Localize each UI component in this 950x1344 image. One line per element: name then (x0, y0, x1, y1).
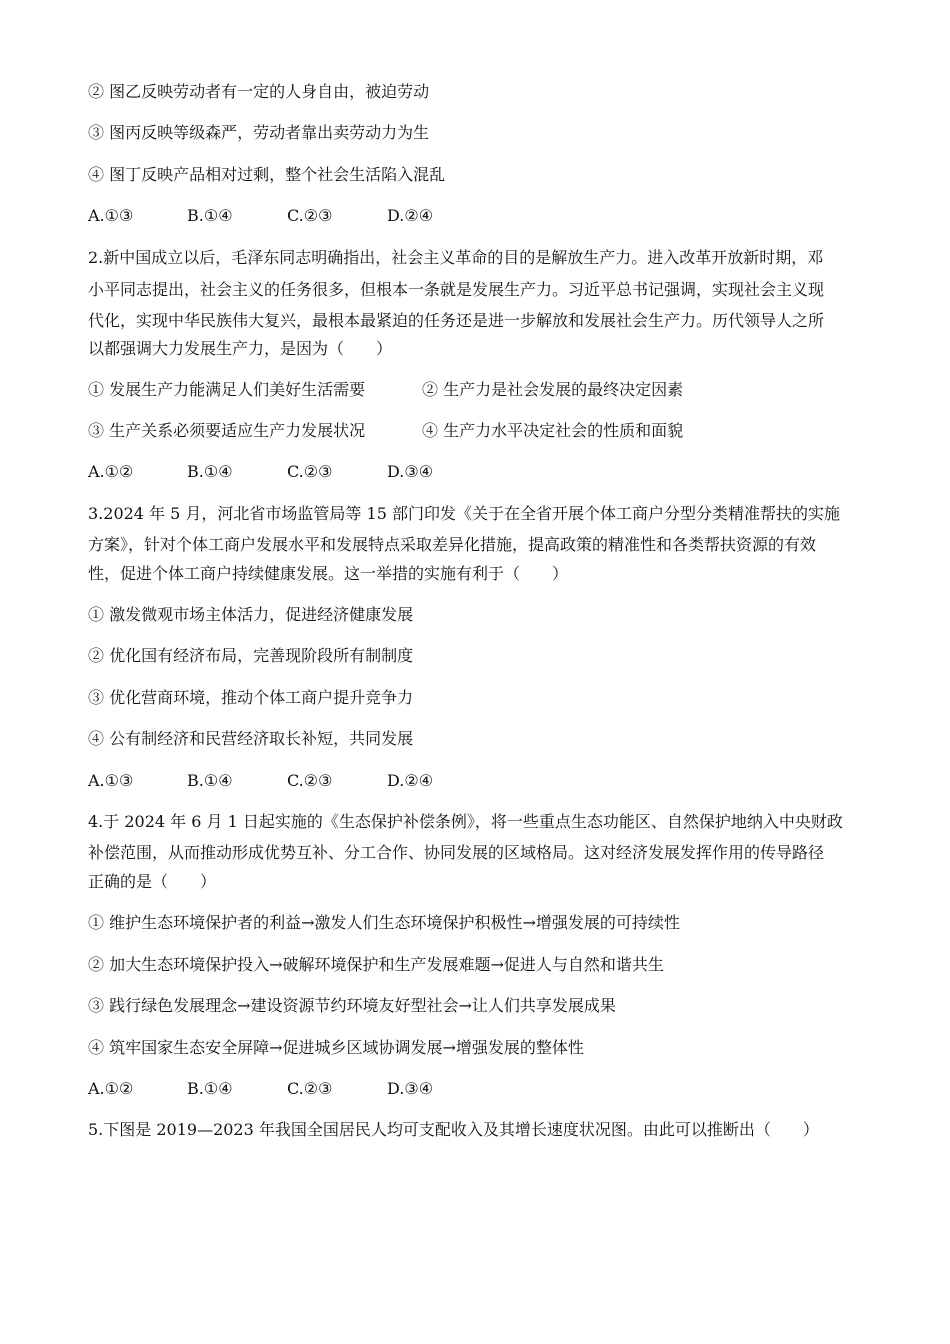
q4-item-4: ④ 筑牢国家生态安全屏障→促进城乡区域协调发展→增强发展的整体性 (88, 1038, 584, 1057)
q3-stem-line-2: 方案》，针对个体工商户发展水平和发展特点采取差异化措施，提高政策的精准性和各类帮扶资源的有效 (88, 535, 817, 554)
q2-item-2: ② 生产力是社会发展的最终决定因素 (422, 380, 684, 399)
q2-stem-line-2: 小平同志提出，社会主义的任务很多，但根本一条就是发展生产力。习近平总书记强调，实现社会主义现 (88, 280, 825, 299)
q4-option-a: A.①② (88, 1079, 134, 1098)
q4-option-d: D.③④ (387, 1079, 434, 1098)
q2-stem-line-4: 以都强调大力发展生产力，是因为（ ） (88, 339, 393, 358)
q3-item-4: ④ 公有制经济和民营经济取长补短，共同发展 (88, 729, 414, 748)
q2-item-3: ③ 生产关系必须要适应生产力发展状况 (88, 421, 366, 440)
q2-stem-line-3: 代化，实现中华民族伟大复兴，最根本最紧迫的任务还是进一步解放和发展社会生产力。历代领导人之所 (88, 311, 825, 330)
q2-item-4: ④ 生产力水平决定社会的性质和面貌 (422, 421, 684, 440)
q3-stem-line-3: 性，促进个体工商户持续健康发展。这一举措的实施有利于（ ） (88, 564, 569, 583)
q2-option-c: C.②③ (287, 462, 333, 481)
q1-option-d: D.②④ (387, 206, 434, 225)
q4-item-1: ① 维护生态环境保护者的利益→激发人们生态环境保护积极性→增强发展的可持续性 (88, 913, 680, 932)
q3-option-a: A.①③ (88, 771, 134, 790)
q1-item-4: ④ 图丁反映产品相对过剩，整个社会生活陷入混乱 (88, 165, 446, 184)
q3-option-d: D.②④ (387, 771, 434, 790)
q4-stem-line-1: 4.于 2024 年 6 月 1 日起实施的《生态保护补偿条例》，将一些重点生态功能区、自然保护地纳入中央财政 (88, 812, 843, 831)
q2-option-a: A.①② (88, 462, 134, 481)
q3-item-2: ② 优化国有经济布局，完善现阶段所有制制度 (88, 646, 414, 665)
q4-option-c: C.②③ (287, 1079, 333, 1098)
q2-option-d: D.③④ (387, 462, 434, 481)
q3-stem-line-1: 3.2024 年 5 月，河北省市场监管局等 15 部门印发《关于在全省开展个体工商户分型分类精准帮扶的实施 (88, 504, 840, 523)
q5-stem-line-1: 5.下图是 2019—2023 年我国全国居民人均可支配收入及其增长速度状况图。由此可以推断出（ ） (88, 1120, 819, 1139)
q3-item-1: ① 激发微观市场主体活力，促进经济健康发展 (88, 605, 414, 624)
q4-item-2: ② 加大生态环境保护投入→破解环境保护和生产发展难题→促进人与自然和谐共生 (88, 955, 664, 974)
q4-stem-line-2: 补偿范围，从而推动形成优势互补、分工合作、协同发展的区域格局。这对经济发展发挥作用的传导路径 (88, 843, 825, 862)
q3-option-c: C.②③ (287, 771, 333, 790)
q4-option-b: B.①④ (187, 1079, 233, 1098)
q4-item-3: ③ 践行绿色发展理念→建设资源节约环境友好型社会→让人们共享发展成果 (88, 996, 616, 1015)
q3-option-b: B.①④ (187, 771, 233, 790)
q1-item-2: ② 图乙反映劳动者有一定的人身自由，被迫劳动 (88, 82, 430, 101)
q4-stem-line-3: 正确的是（ ） (88, 872, 217, 891)
q3-item-3: ③ 优化营商环境，推动个体工商户提升竞争力 (88, 688, 414, 707)
q2-option-b: B.①④ (187, 462, 233, 481)
q1-option-a: A.①③ (88, 206, 134, 225)
q1-option-b: B.①④ (187, 206, 233, 225)
q2-item-1: ① 发展生产力能满足人们美好生活需要 (88, 380, 366, 399)
q2-stem-line-1: 2.新中国成立以后，毛泽东同志明确指出，社会主义革命的目的是解放生产力。进入改革开放新时期，邓 (88, 248, 824, 267)
q1-option-c: C.②③ (287, 206, 333, 225)
q1-item-3: ③ 图丙反映等级森严，劳动者靠出卖劳动力为生 (88, 123, 430, 142)
